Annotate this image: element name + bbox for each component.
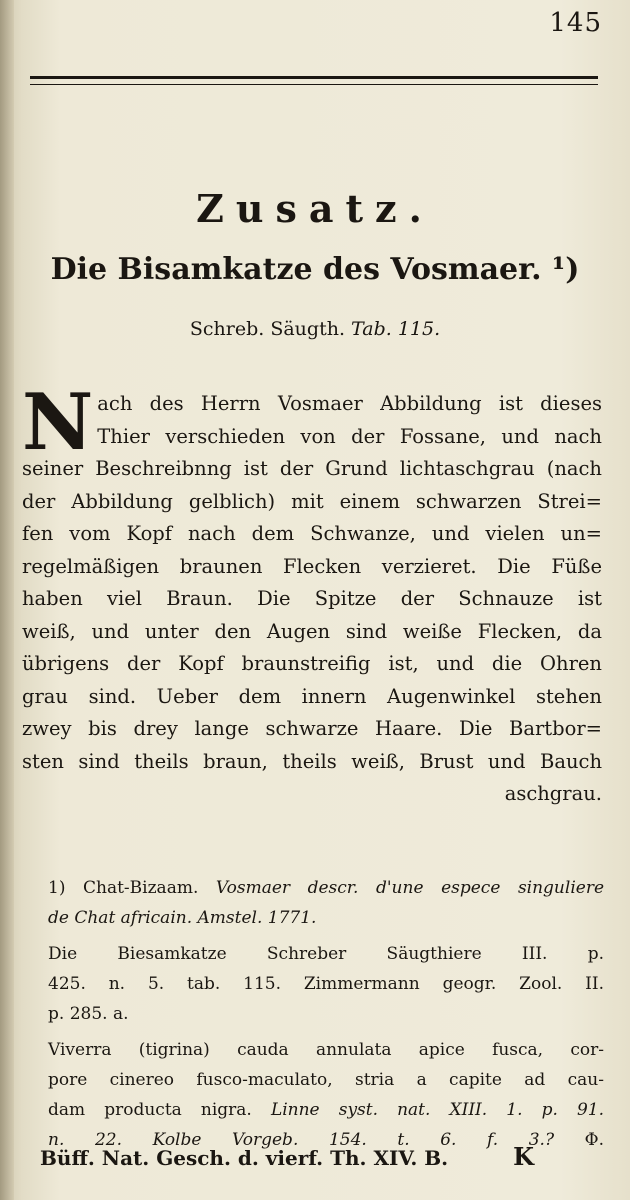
header-rule-thin (30, 84, 598, 85)
body-line: haben viel Braun. Die Spitze der Schnauze ist (22, 587, 602, 610)
reference-plate: Tab. 115. (351, 318, 441, 340)
body-line: grau sind. Ueber dem innern Augenwinkel stehen (22, 684, 602, 708)
footnote-line (48, 873, 604, 903)
footnote-line: Viverra (tigrina) cauda annulata apice fusca, cor- (48, 1040, 604, 1060)
footnote-line: Die Biesamkatze Schreber Säugthiere III. p. (48, 944, 604, 964)
reference-source: Schreb. Säugth. (189, 318, 345, 340)
body-line: seiner Beschreibnng ist der Grund lichtaschgrau (nach (22, 457, 602, 480)
article-title: Die Bisamkatze des Vosmaer. ¹) (50, 252, 580, 287)
footnote-line: p. 285. a. (48, 1004, 129, 1024)
footnote-text: n. 22. Kolbe Vorgeb. 154. t. 6. f. 3.? (48, 1130, 555, 1150)
footnote-citation: de Chat africain. (48, 908, 193, 928)
body-line: regelmäßigen braunen Flecken verzieret. Die Füße (22, 554, 602, 578)
article-reference (0, 318, 630, 340)
catchword: K (513, 1142, 534, 1171)
footnote-line (48, 1095, 604, 1125)
footnote-citation: Amstel. 1771. (197, 908, 317, 928)
body-line: übrigens der Kopf braunstreifig ist, und die Ohren (22, 652, 602, 675)
section-heading: Zusatz. (196, 186, 434, 231)
page-number: 145 (549, 8, 602, 38)
body-paragraph (22, 377, 602, 811)
body-line: ach des Herrn Vosmaer Abbildung ist dieses (97, 392, 602, 415)
footnote-marker: 1) Chat-Bizaam. (48, 878, 199, 898)
printer-signature: Büff. Nat. Gesch. d. vierf. Th. XIV. B. (40, 1146, 449, 1170)
body-line: sten sind theils braun, theils weiß, Brust und Bauch (22, 749, 602, 773)
drop-capital: N (22, 377, 94, 468)
header-rule-thick (30, 76, 598, 79)
body-line: der Abbildung gelblich) mit einem schwarzen Strei= (22, 489, 602, 513)
body-line: weiß, und unter den Augen sind weiße Flecken, da (22, 619, 602, 643)
footnotes (48, 873, 604, 1155)
footnote-line: 425. n. 5. tab. 115. Zimmermann geogr. Zool. II. (48, 974, 604, 994)
footnote-citation: Linne syst. nat. XIII. 1. p. 91. (270, 1100, 604, 1120)
body-line: aschgrau. (504, 782, 602, 805)
page-gutter (0, 0, 14, 1200)
body-line: Thier verschieden von der Fossane, und nach (97, 424, 602, 448)
footnote-end-mark: Φ. (584, 1130, 605, 1150)
body-line: fen vom Kopf nach dem Schwanze, und vielen un= (22, 522, 602, 545)
footnote-line: pore cinereo fusco-maculato, stria a capite ad cau- (48, 1070, 604, 1090)
body-line: zwey bis drey lange schwarze Haare. Die Bartbor= (22, 717, 602, 740)
footnote-citation: Vosmaer descr. d'une espece singuliere (215, 878, 605, 898)
footnote-line (48, 903, 604, 933)
footnote-text: dam producta nigra. (48, 1100, 252, 1120)
